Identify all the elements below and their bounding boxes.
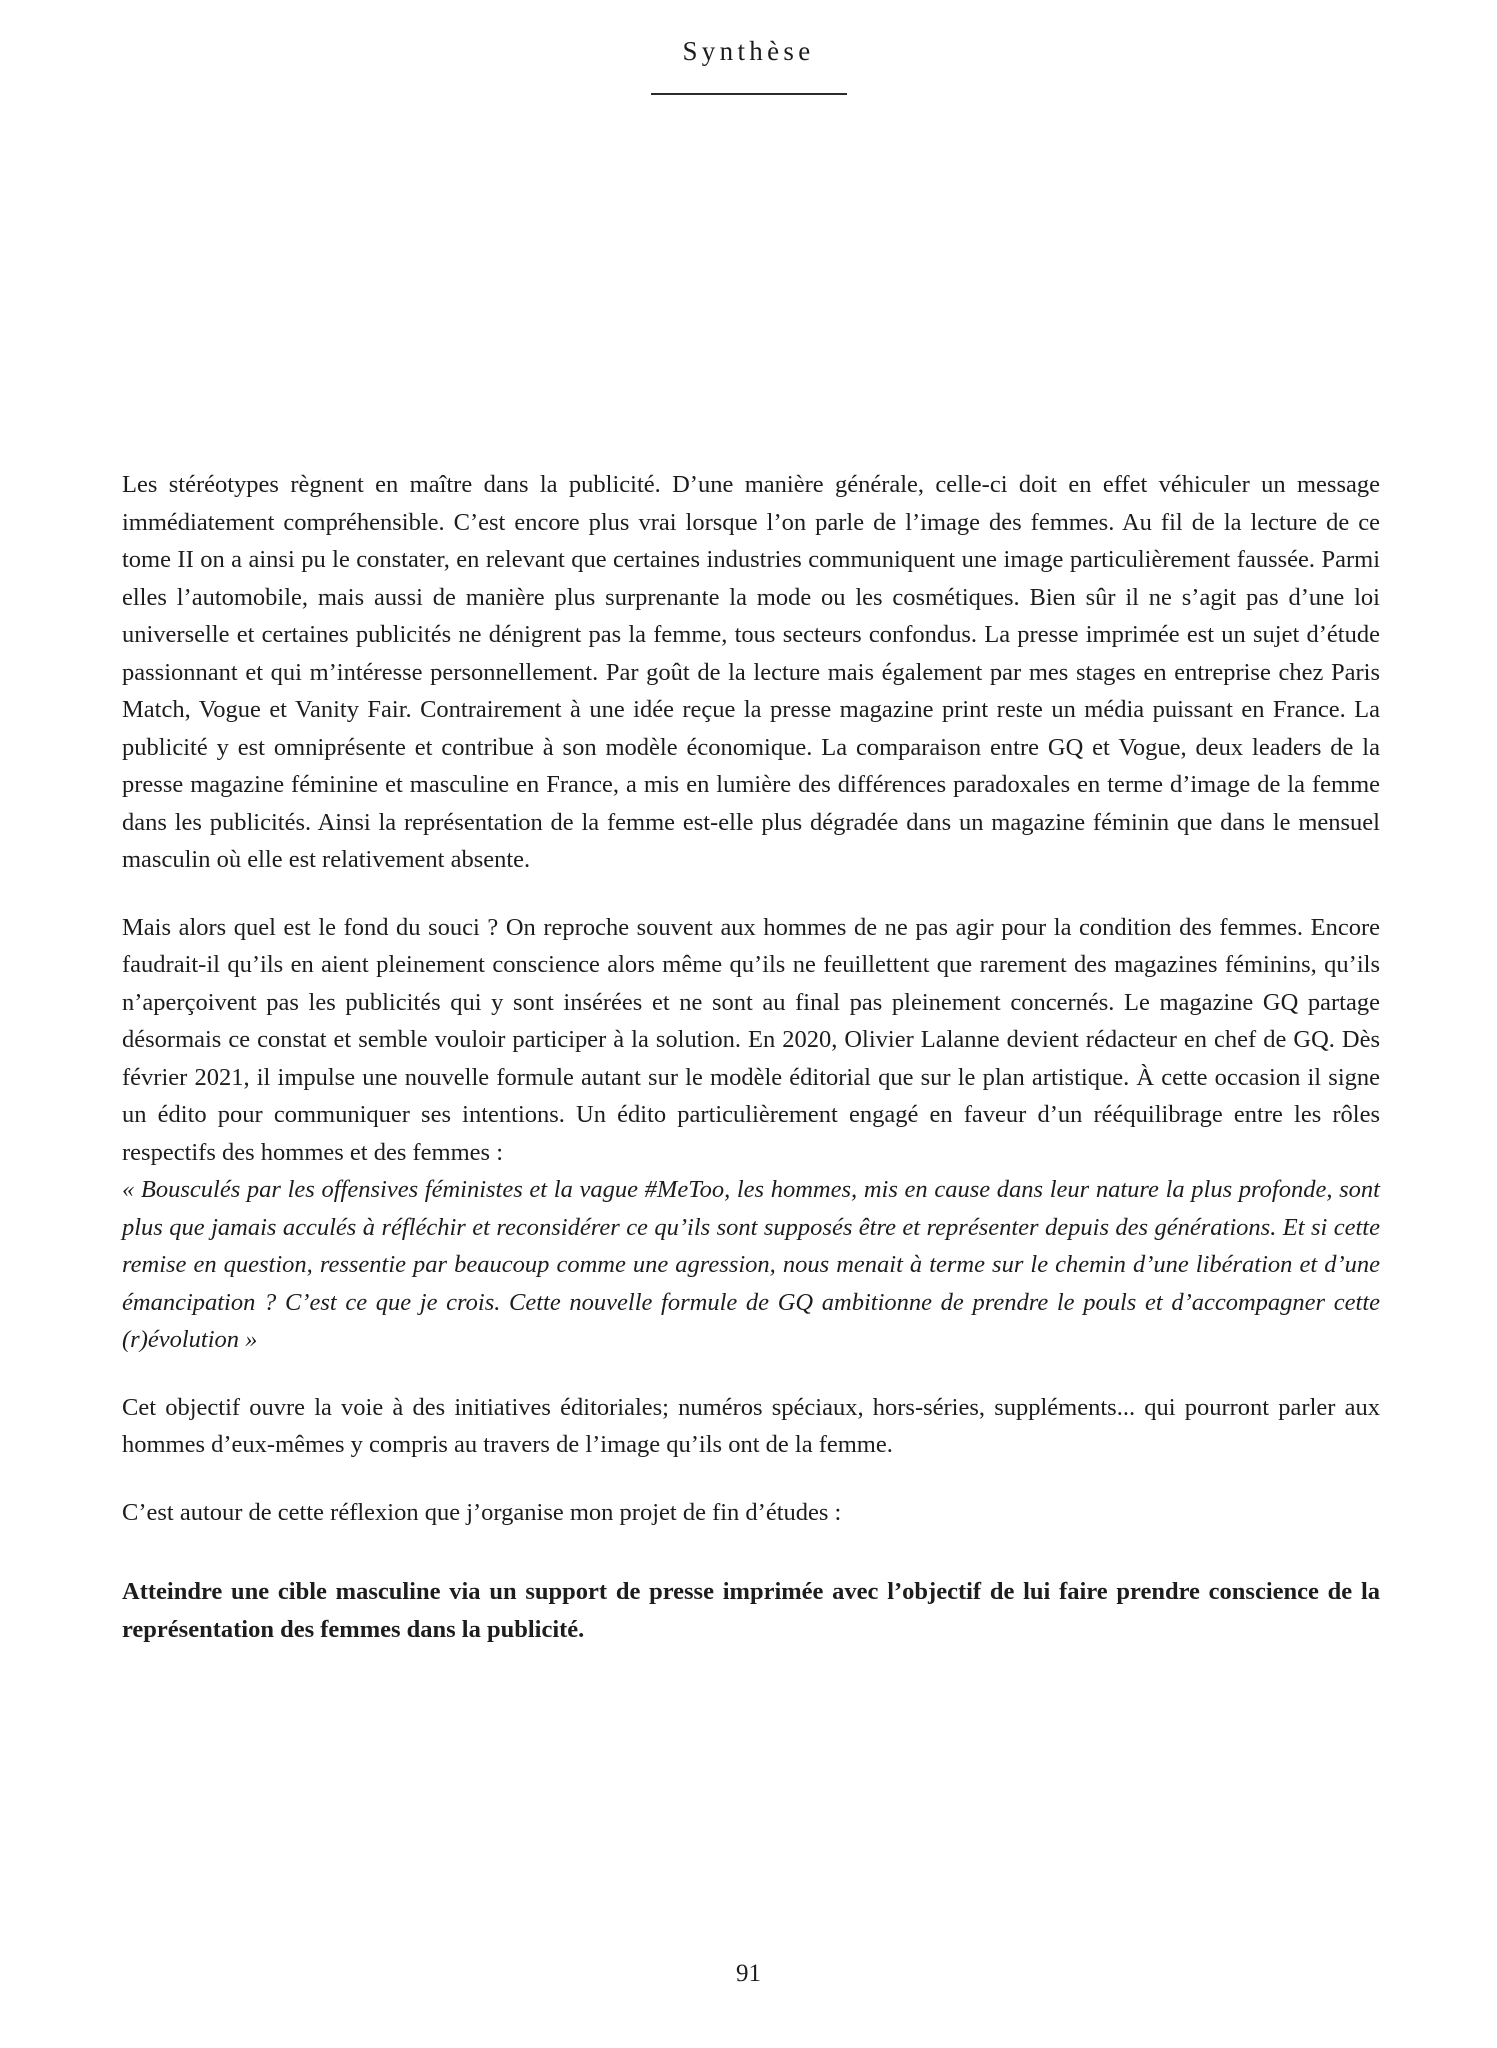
quote-gq-edito: « Bousculés par les offensives féministes et la vague #MeToo, les hommes, mis en cause dans leur nature la plus profonde, sont plus que jamais acculés à réfléchir et reconsidérer ce qu’ils sont supposés être et représenter depuis des générations. Et si cette remise en question, ressentie par beaucoup comme une agression, nous menait à terme sur le chemin d’une libération et d’une émancipation ? C’est ce que je crois. Cette nouvelle formule de GQ ambitionne de prendre le pouls et d’accompagner cette (r)évolution »: [122, 1176, 1380, 1353]
page-number: 91: [736, 1960, 761, 1987]
page-title: Synthèse: [682, 36, 815, 66]
title-underline-rule: [651, 93, 847, 95]
page-header: [0, 36, 1497, 95]
paragraph-stereotypes: Les stéréotypes règnent en maître dans la publicité. D’une manière générale, celle-ci doit en effet véhiculer un message immédiatement compréhensible. C’est encore plus vrai lorsque l’on parle de l’image des femmes. Au fil de la lecture de ce tome II on a ainsi pu le constater, en relevant que certaines industries communiquent une image particulièrement faussée. Parmi elles l’automobile, mais aussi de manière plus surprenante la mode ou les cosmétiques. Bien sûr il ne s’agit pas d’une loi universelle et certaines publicités ne dénigrent pas la femme, tous secteurs confondus. La presse imprimée est un sujet d’étude passionnant et qui m’intéresse personnellement. Par goût de la lecture mais également par mes stages en entreprise chez Paris Match, Vogue et Vanity Fair. Contrairement à une idée reçue la presse magazine print reste un média puissant en France. La publicité y est omniprésente et contribue à son modèle économique. La comparaison entre GQ et Vogue, deux leaders de la presse magazine féminine et masculine en France, a mis en lumière des différences paradoxales en terme d’image de la femme dans les publicités. Ainsi la représentation de la femme est-elle plus dégradée dans un magazine féminin que dans le mensuel masculin où elle est relativement absente.: [122, 471, 1380, 873]
page-body: [122, 466, 1380, 1648]
paragraph-projet-fin-etudes: C’est autour de cette réflexion que j’organise mon projet de fin d’études :: [122, 1498, 842, 1526]
paragraph-fond-du-souci: Mais alors quel est le fond du souci ? On reproche souvent aux hommes de ne pas agir pour la condition des femmes. Encore faudrait-il qu’ils en aient pleinement conscience alors même qu’ils ne feuillettent que rarement des magazines féminins, qu’ils n’aperçoivent pas les publicités qui y sont insérées et ne sont au final pas pleinement concernés. Le magazine GQ partage désormais ce constat et semble vouloir participer à la solution. En 2020, Olivier Lalanne devient rédacteur en chef de GQ. Dès février 2021, il impulse une nouvelle formule autant sur le modèle éditorial que sur le plan artistique. À cette occasion il signe un édito pour communiquer ses intentions. Un édito particulièrement engagé en faveur d’un rééquilibrage entre les rôles respectifs des hommes et des femmes :: [122, 913, 1380, 1166]
paragraph-objectif-editorial: Cet objectif ouvre la voie à des initiatives éditoriales; numéros spéciaux, hors-séries, suppléments... qui pourront parler aux hommes d’eux-mêmes y compris au travers de l’image qu’ils ont de la femme.: [122, 1393, 1380, 1458]
paragraph-objective-statement: Atteindre une cible masculine via un support de presse imprimée avec l’objectif de lui faire prendre conscience de la représentation des femmes dans la publicité.: [122, 1578, 1380, 1643]
page-footer: [0, 1960, 1497, 1988]
